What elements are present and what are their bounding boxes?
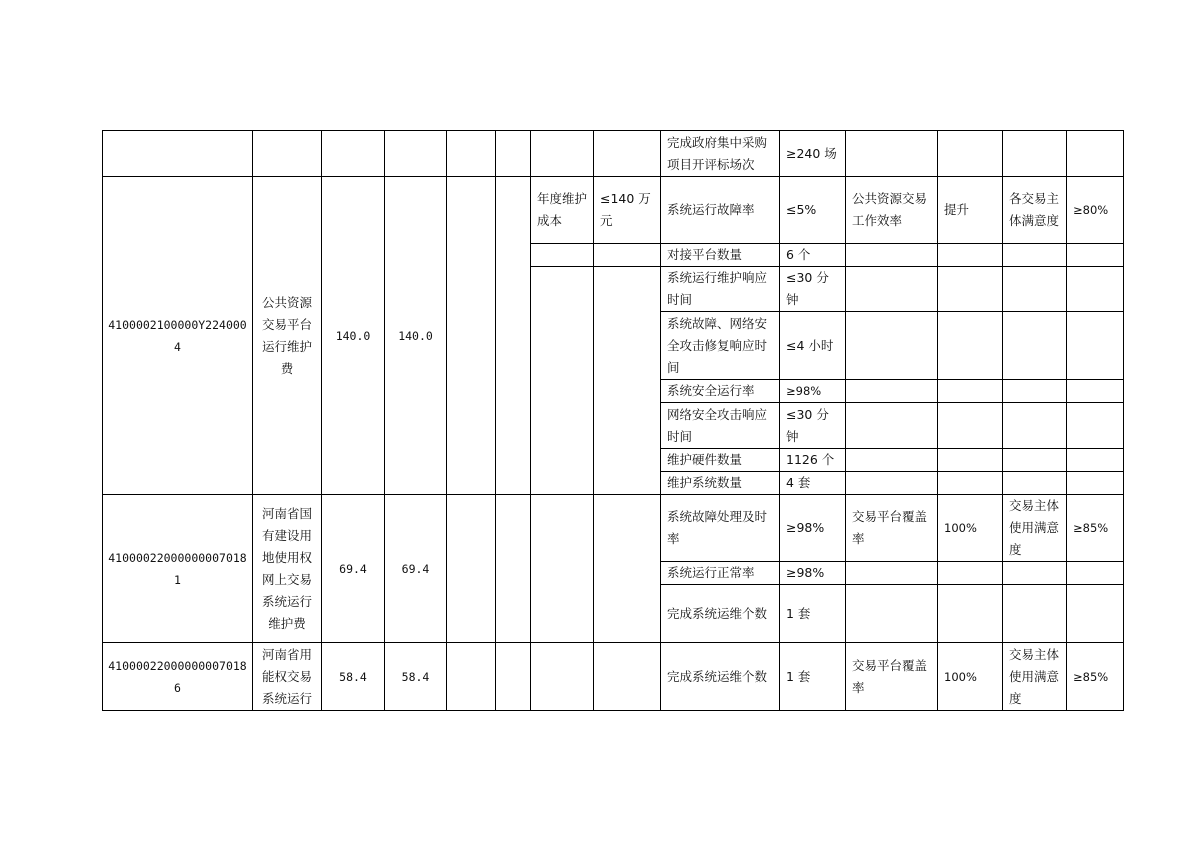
satisfaction-indicator-cell: 交易主体使用满意度 [1003,643,1067,711]
empty-cell [1003,585,1067,643]
empty-cell [1003,312,1067,380]
project-code: 4100002100000Y2240004 [103,177,253,495]
empty-cell [385,131,447,177]
benefit-value-cell: 提升 [938,177,1003,244]
empty-cell [938,267,1003,312]
amount-cell: 58.4 [385,643,447,711]
empty-cell [846,403,938,449]
cost-indicator-cell: 年度维护成本 [531,177,594,244]
table-row [103,643,1124,711]
value-cell: 6 个 [780,244,846,267]
empty-cell [846,585,938,643]
empty-cell [594,244,661,267]
empty-cell [496,495,531,643]
empty-cell [1003,131,1067,177]
project-code: 410000220000000070181 [103,495,253,643]
amount-cell: 140.0 [322,177,385,495]
indicator-cell: 维护系统数量 [661,472,780,495]
indicator-cell: 系统安全运行率 [661,380,780,403]
satisfaction-value-cell: ≥85% [1067,495,1124,562]
empty-cell [846,312,938,380]
indicator-cell: 系统运行维护响应时间 [661,267,780,312]
empty-cell [846,449,938,472]
satisfaction-value-cell: ≥85% [1067,643,1124,711]
indicator-cell: 系统故障处理及时率 [661,495,780,562]
value-cell: ≥98% [780,562,846,585]
cost-value-cell: ≤140 万元 [594,177,661,244]
empty-cell [1003,472,1067,495]
empty-cell [496,177,531,495]
project-name: 公共资源交易平台运行维护费 [253,177,322,495]
empty-cell [1067,312,1124,380]
empty-cell [531,643,594,711]
empty-cell [496,643,531,711]
empty-cell [1067,267,1124,312]
amount-cell: 69.4 [385,495,447,643]
table-row [103,177,1124,244]
empty-cell [1003,267,1067,312]
empty-cell [322,131,385,177]
empty-cell [594,495,661,643]
benefit-value-cell: 100% [938,643,1003,711]
benefit-indicator-cell: 交易平台覆盖率 [846,643,938,711]
value-cell: ≥98% [780,380,846,403]
value-cell: 1126 个 [780,449,846,472]
empty-cell [846,267,938,312]
indicator-cell: 完成政府集中采购项目开评标场次 [661,131,780,177]
empty-cell [1003,244,1067,267]
value-cell: 1 套 [780,585,846,643]
value-cell: 4 套 [780,472,846,495]
empty-cell [594,131,661,177]
value-cell: ≤30 分钟 [780,403,846,449]
empty-cell [846,244,938,267]
satisfaction-indicator-cell: 各交易主体满意度 [1003,177,1067,244]
project-name: 河南省国有建设用地使用权网上交易系统运行维护费 [253,495,322,643]
indicator-cell: 系统运行正常率 [661,562,780,585]
empty-cell [938,403,1003,449]
empty-cell [846,380,938,403]
empty-cell [938,131,1003,177]
indicator-cell: 完成系统运维个数 [661,585,780,643]
empty-cell [447,495,496,643]
empty-cell [496,131,531,177]
empty-cell [846,131,938,177]
benefit-indicator-cell: 交易平台覆盖率 [846,495,938,562]
empty-cell [1067,403,1124,449]
empty-cell [938,585,1003,643]
empty-cell [531,244,594,267]
empty-cell [938,449,1003,472]
empty-cell [1067,585,1124,643]
empty-cell [938,380,1003,403]
empty-cell [846,562,938,585]
amount-cell: 140.0 [385,177,447,495]
empty-cell [1003,403,1067,449]
indicator-cell: 维护硬件数量 [661,449,780,472]
performance-table [102,130,1124,711]
empty-cell [1003,380,1067,403]
empty-cell [253,131,322,177]
empty-cell [1067,131,1124,177]
value-cell: 1 套 [780,643,846,711]
table-row [103,495,1124,562]
empty-cell [531,131,594,177]
empty-cell [594,267,661,495]
indicator-cell: 对接平台数量 [661,244,780,267]
empty-cell [447,643,496,711]
empty-cell [531,267,594,495]
empty-cell [447,131,496,177]
empty-cell [1067,449,1124,472]
value-cell: ≤5% [780,177,846,244]
value-cell: ≤4 小时 [780,312,846,380]
value-cell: ≥98% [780,495,846,562]
empty-cell [1003,562,1067,585]
benefit-indicator-cell: 公共资源交易工作效率 [846,177,938,244]
empty-cell [103,131,253,177]
indicator-cell: 系统运行故障率 [661,177,780,244]
table-row [103,131,1124,177]
indicator-cell: 完成系统运维个数 [661,643,780,711]
project-code: 410000220000000070186 [103,643,253,711]
benefit-value-cell: 100% [938,495,1003,562]
indicator-cell: 系统故障、网络安全攻击修复响应时间 [661,312,780,380]
empty-cell [594,643,661,711]
indicator-cell: 网络安全攻击响应时间 [661,403,780,449]
empty-cell [846,472,938,495]
empty-cell [531,495,594,643]
satisfaction-value-cell: ≥80% [1067,177,1124,244]
empty-cell [1067,380,1124,403]
amount-cell: 69.4 [322,495,385,643]
empty-cell [938,562,1003,585]
value-cell: ≥240 场 [780,131,846,177]
empty-cell [1067,244,1124,267]
amount-cell: 58.4 [322,643,385,711]
empty-cell [938,472,1003,495]
empty-cell [447,177,496,495]
project-name: 河南省用能权交易系统运行 [253,643,322,711]
empty-cell [938,244,1003,267]
empty-cell [1003,449,1067,472]
empty-cell [1067,472,1124,495]
empty-cell [1067,562,1124,585]
empty-cell [938,312,1003,380]
value-cell: ≤30 分钟 [780,267,846,312]
satisfaction-indicator-cell: 交易主体使用满意度 [1003,495,1067,562]
